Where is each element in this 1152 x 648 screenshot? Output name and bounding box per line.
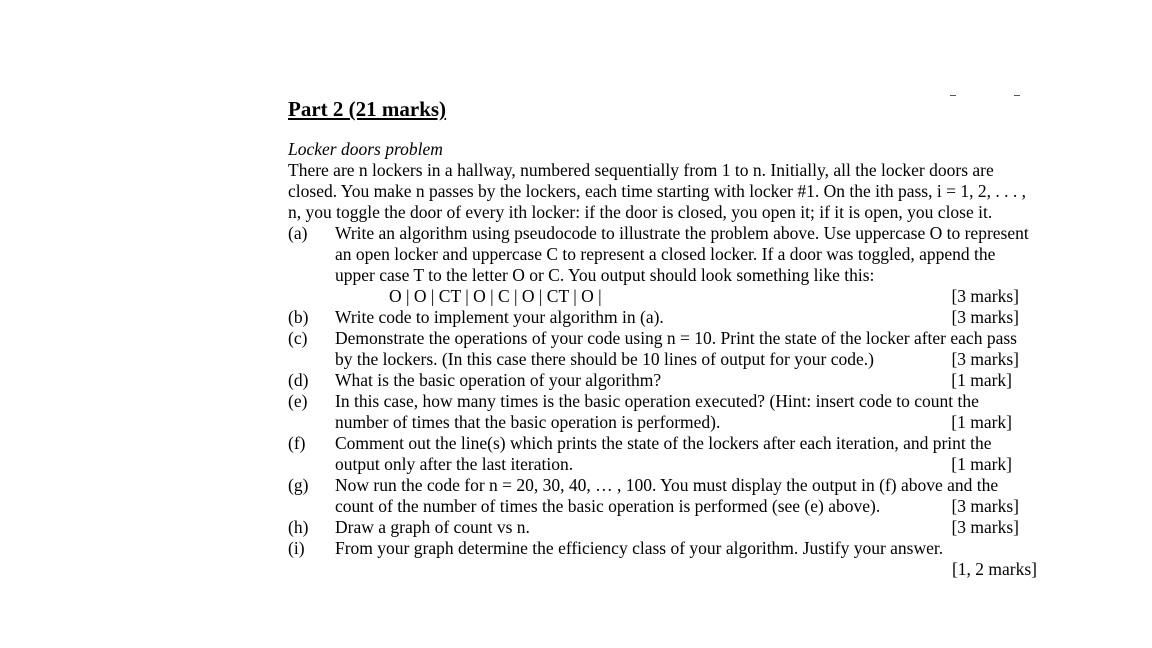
- item-g-text: Now run the code for n = 20, 30, 40, … , 100. You must display the output in (f) above and the: [335, 475, 999, 495]
- item-e-text: In this case, how many times is the basic operation executed? (Hint: insert code to count the: [335, 391, 979, 411]
- intro-line: There are n lockers in a hallway, numbered sequentially from 1 to n. Initially, all the locker doors are: [288, 160, 994, 180]
- item-i-label: (i): [288, 538, 305, 558]
- item-b-text: Write code to implement your algorithm in (a).: [335, 307, 664, 327]
- item-f-text: output only after the last iteration.: [335, 454, 574, 474]
- item-f-marks: [1 mark]: [951, 454, 1012, 474]
- problem-title: Locker doors problem: [288, 139, 443, 159]
- item-c-marks: [3 marks]: [951, 349, 1019, 369]
- item-g-label: (g): [288, 475, 309, 495]
- item-e-text: number of times that the basic operation is performed).: [335, 412, 721, 432]
- item-h-text: Draw a graph of count vs n.: [335, 517, 530, 537]
- item-a-text: an open locker and uppercase C to represent a closed locker. If a door was toggled, append the: [335, 244, 996, 264]
- item-d-text: What is the basic operation of your algorithm?: [335, 370, 662, 390]
- item-g-marks: [3 marks]: [951, 496, 1019, 516]
- item-a-text: upper case T to the letter O or C. You output should look something like this:: [335, 265, 875, 285]
- item-a-label: (a): [288, 223, 308, 243]
- item-f-label: (f): [288, 433, 306, 453]
- intro-line: n, you toggle the door of every ith locker: if the door is closed, you open it; if it is open, you close it.: [288, 202, 993, 222]
- header-dash-mark: [1014, 95, 1020, 96]
- item-h-marks: [3 marks]: [951, 517, 1019, 537]
- item-c-text: Demonstrate the operations of your code using n = 10. Print the state of the locker after each pass: [335, 328, 1017, 348]
- item-h-label: (h): [288, 517, 309, 537]
- item-c-label: (c): [288, 328, 308, 348]
- item-e-label: (e): [288, 391, 308, 411]
- item-i-marks: [1, 2 marks]: [951, 559, 1037, 579]
- item-d-label: (d): [288, 370, 309, 390]
- item-f-text: Comment out the line(s) which prints the state of the lockers after each iteration, and print the: [335, 433, 992, 453]
- item-g-text: count of the number of times the basic operation is performed (see (e) above).: [335, 496, 881, 516]
- header-dash-mark: [950, 95, 956, 96]
- item-c-text: by the lockers. (In this case there should be 10 lines of output for your code.): [335, 349, 874, 369]
- intro-line: closed. You make n passes by the lockers, each time starting with locker #1. On the ith pass, i = 1, 2, . . . ,: [288, 181, 1026, 201]
- item-b-marks: [3 marks]: [951, 307, 1019, 327]
- sample-output-line: O | O | CT | O | C | O | CT | O |: [389, 286, 602, 306]
- item-a-text: Write an algorithm using pseudocode to illustrate the problem above. Use uppercase O to represent: [335, 223, 1029, 243]
- item-d-marks: [1 mark]: [951, 370, 1012, 390]
- item-e-marks: [1 mark]: [951, 412, 1012, 432]
- item-i-text: From your graph determine the efficiency class of your algorithm. Justify your answer.: [335, 538, 944, 558]
- part-heading: Part 2 (21 marks): [288, 97, 447, 121]
- item-b-label: (b): [288, 307, 309, 327]
- item-a-marks: [3 marks]: [951, 286, 1019, 306]
